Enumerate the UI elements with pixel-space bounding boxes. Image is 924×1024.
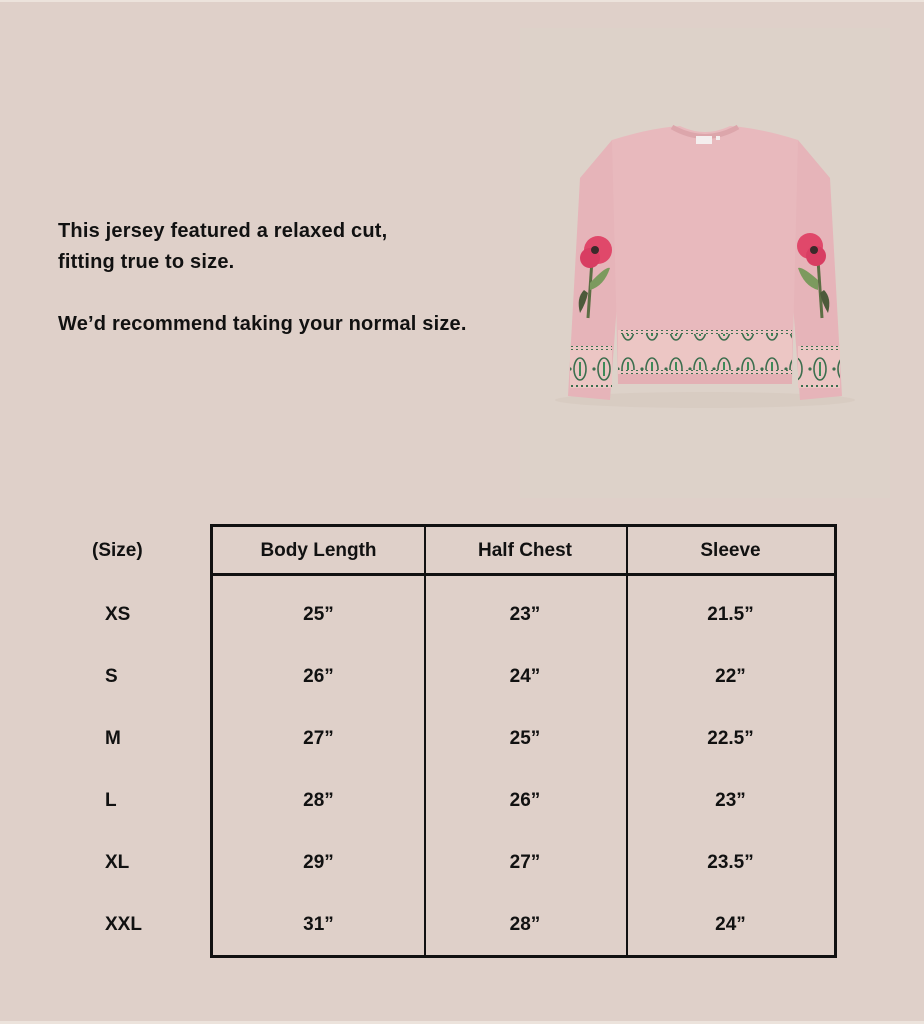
size-label-s: S xyxy=(105,666,118,687)
sleeve-xs: 21.5” xyxy=(707,604,754,625)
fit-description xyxy=(58,216,467,340)
body-length-s: 26” xyxy=(303,666,334,687)
recommendation-line: We’d recommend taking your normal size. xyxy=(58,313,467,335)
body-length-xl: 29” xyxy=(303,852,334,873)
header-half-chest: Half Chest xyxy=(478,540,572,561)
header-sleeve: Sleeve xyxy=(700,540,761,561)
half-chest-l: 26” xyxy=(509,790,541,811)
fit-line-2: fitting true to size. xyxy=(58,251,235,273)
half-chest-xs: 23” xyxy=(509,604,541,625)
size-label-xxl: XXL xyxy=(105,914,142,935)
half-chest-m: 25” xyxy=(509,728,541,749)
half-chest-s: 24” xyxy=(509,666,541,687)
sleeve-s: 22” xyxy=(715,666,746,687)
size-label-xs: XS xyxy=(105,604,131,625)
half-chest-xxl: 28” xyxy=(509,914,541,935)
header-body-length: Body Length xyxy=(260,540,377,561)
top-edge xyxy=(0,0,924,2)
product-image xyxy=(520,28,890,498)
size-column-label: (Size) xyxy=(92,540,143,561)
half-chest-xl: 27” xyxy=(509,852,541,873)
body-length-xs: 25” xyxy=(303,604,334,625)
sleeve-l: 23” xyxy=(715,790,746,811)
body-length-l: 28” xyxy=(303,790,334,811)
fit-line-1: This jersey featured a relaxed cut, xyxy=(58,220,388,242)
size-label-l: L xyxy=(105,790,117,811)
header-divider xyxy=(213,573,834,576)
body-length-m: 27” xyxy=(303,728,334,749)
size-label-xl: XL xyxy=(105,852,130,873)
size-label-m: M xyxy=(105,728,121,749)
sleeve-m: 22.5” xyxy=(707,728,754,749)
body-length-xxl: 31” xyxy=(303,914,334,935)
sleeve-xxl: 24” xyxy=(715,914,746,935)
sleeve-xl: 23.5” xyxy=(707,852,754,873)
